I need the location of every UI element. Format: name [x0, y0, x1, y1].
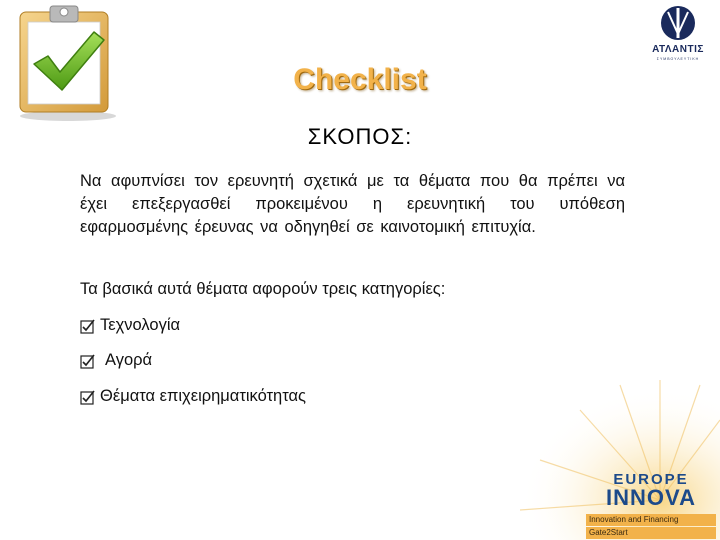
- checkbox-checked-icon: [80, 389, 96, 405]
- atlantis-tagline: ΣΥΜΒΟΥΛΕΥΤΙΚΗ: [656, 57, 700, 61]
- purpose-paragraph: Να αφυπνίσει τον ερευνητή σχετικά με τα θέματα που θα πρέπει να έχει επεξεργασθεί προκειμένου η ερευνητική του υπόθεση εφαρμοσμένης έρευνας να οδηγηθεί σε καινοτομική επιτυχία.: [80, 172, 625, 236]
- checklist-label: Θέματα επιχειρηματικότητας: [100, 387, 306, 405]
- atlantis-mark-icon: [658, 4, 698, 42]
- atlantis-logo: [640, 4, 716, 64]
- slide-title: Checklist: [293, 63, 427, 96]
- checklist-label: Αγορά: [105, 351, 153, 369]
- checklist-item-technology: [80, 316, 180, 335]
- europe-innova-tagline: Innovation and Financing: [586, 514, 716, 526]
- europe-innova-subtagline: Gate2Start: [586, 527, 716, 539]
- innova-word: INNOVA: [606, 485, 696, 510]
- checklist-item-entrepreneurship: [80, 387, 306, 406]
- europe-word: EUROPE: [613, 471, 689, 488]
- clipboard-check-icon: [10, 2, 122, 122]
- europe-innova-logo: [584, 470, 720, 540]
- slide-subtitle: ΣΚΟΠΟΣ:: [307, 124, 413, 149]
- checklist-item-market: [80, 351, 152, 370]
- categories-intro: Τα βασικά αυτά θέματα αφορούν τρεις κατηγορίες:: [80, 280, 446, 298]
- checklist-label: Τεχνολογία: [100, 316, 181, 334]
- checkbox-checked-icon: [80, 353, 96, 369]
- atlantis-name: ΑΤΛΑΝΤΙΣ: [652, 44, 704, 55]
- checkbox-checked-icon: [80, 318, 96, 334]
